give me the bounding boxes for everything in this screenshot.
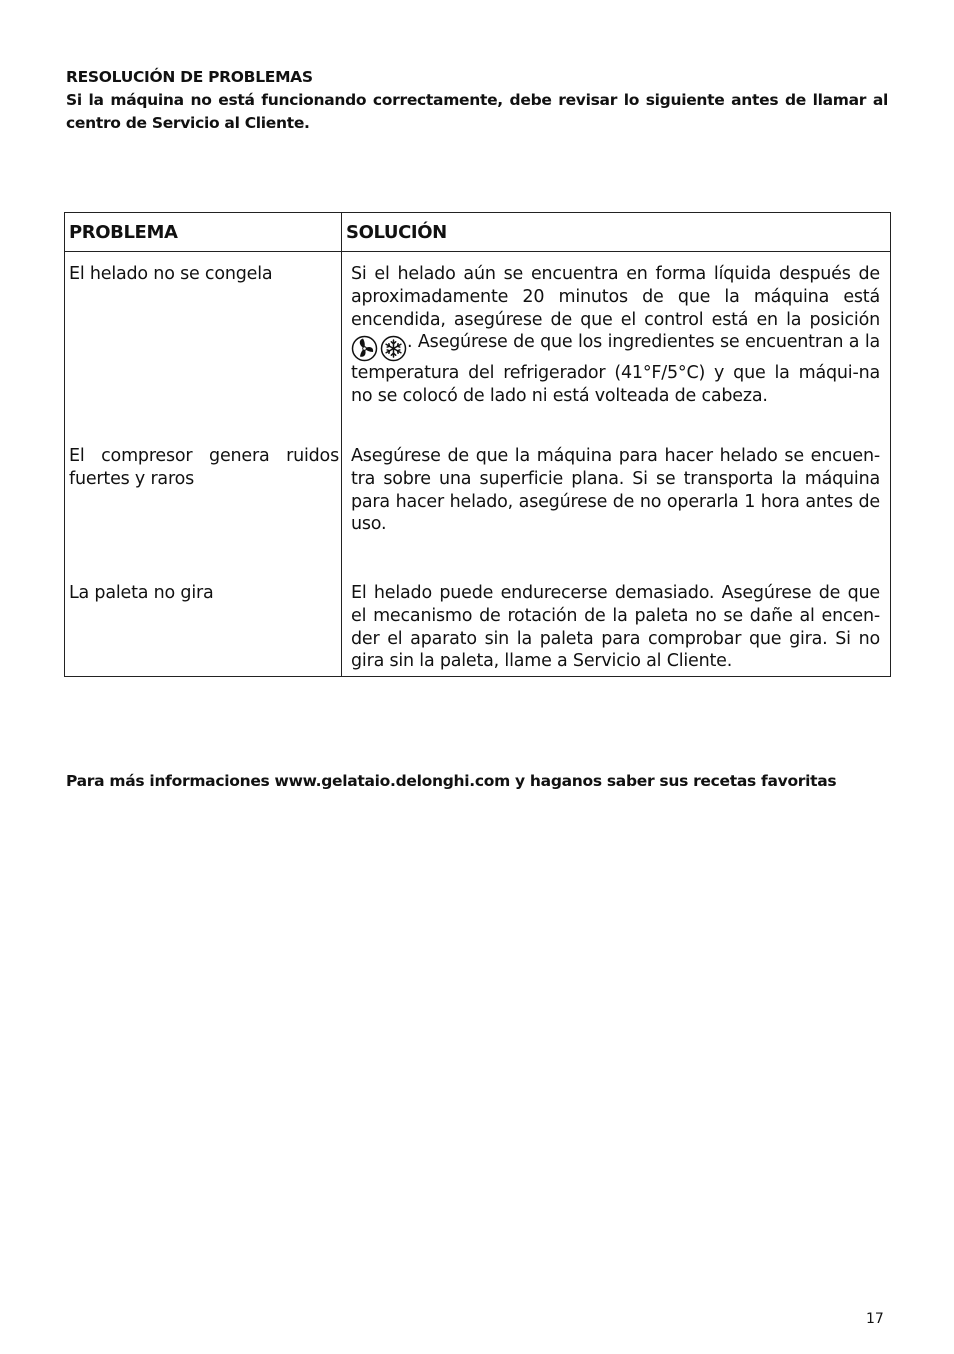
table-header-row xyxy=(65,213,891,252)
solution-cell: El helado puede endurecerse demasiado. Asegúrese de que el mecanismo de rotación de la paleta no se dañe al encen-der el aparato sin la paleta para comprobar que gira. Si no gira sin la paleta, llame a Servicio al Cliente. xyxy=(342,582,891,677)
table-row xyxy=(65,582,891,677)
control-position-icons xyxy=(351,335,407,362)
section-intro: Si la máquina no está funcionando correctamente, debe revisar lo siguiente antes de llamar al centro de Servicio al Cliente. xyxy=(66,91,888,132)
table-row xyxy=(65,445,891,582)
section-title: RESOLUCIÓN DE PROBLEMAS xyxy=(66,68,313,86)
table-row xyxy=(65,252,891,446)
column-header-problem: PROBLEMA xyxy=(65,213,342,252)
problem-cell: El helado no se congela xyxy=(65,252,342,446)
page-number: 17 xyxy=(866,1311,884,1327)
solution-cell xyxy=(342,252,891,446)
fan-cooling-icon xyxy=(351,335,378,362)
problem-cell: La paleta no gira xyxy=(65,582,342,677)
troubleshooting-table xyxy=(64,212,891,677)
more-info-note: Para más informaciones www.gelataio.delonghi.com y haganos saber sus recetas favoritas xyxy=(66,772,837,790)
problem-cell: El compresor genera ruidos fuertes y raros xyxy=(65,445,342,582)
section-heading xyxy=(66,66,888,135)
solution-text: Si el helado aún se encuentra en forma líquida después de aproximadamente 20 minutos de que la máquina está encendida, asegúrese de que el control está en la posición xyxy=(351,264,880,330)
column-header-solution: SOLUCIÓN xyxy=(342,213,891,252)
snowflake-icon xyxy=(380,335,407,362)
solution-text-continued: . Asegúrese de que los ingredientes se encuentran a la temperatura del refrigerador (41°F/5°C) y que la máqui-na no se colocó de lado ni está volteada de cabeza. xyxy=(351,332,880,407)
solution-cell: Asegúrese de que la máquina para hacer helado se encuen-tra sobre una superficie plana. Si se transporta la máquina para hacer helado, asegúrese de no operarla 1 hora antes de uso. xyxy=(342,445,891,582)
